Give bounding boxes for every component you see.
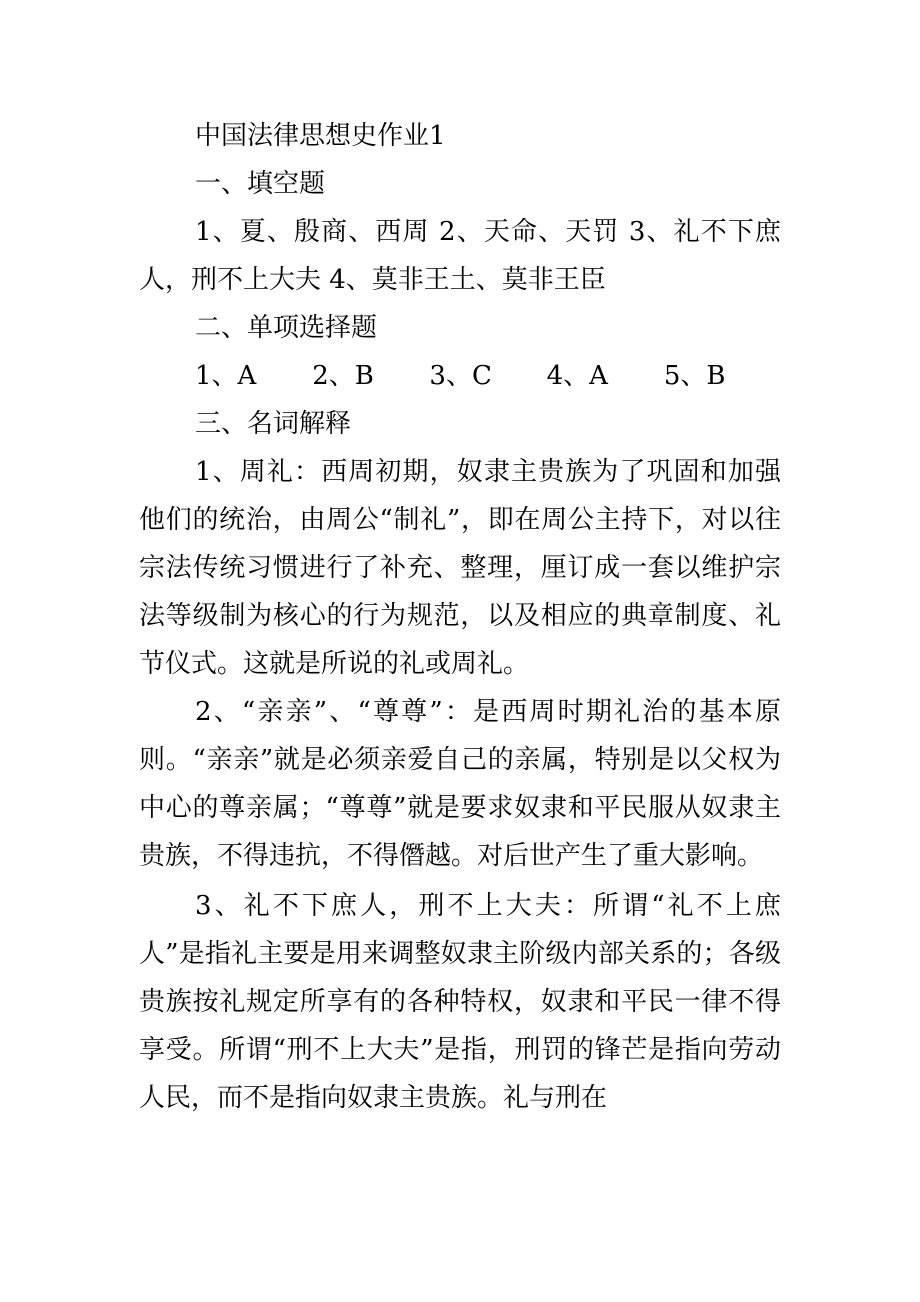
section-heading-fill-blank: 一、填空题 [195, 169, 326, 199]
term-explanation-item-3: 3、礼不下庶人，刑不上大夫：所谓“礼不上庶人”是指礼主要是用来调整奴隶主阶级内部关系的；各级贵族按礼规定所享有的各种特权，奴隶和平民一律不得享受。所谓“刑不上大夫”是指，刑罚的锋芒是指向劳动人民，而不是指向奴隶主贵族。礼与刑在 [139, 891, 781, 1113]
section-heading-term-explanation: 三、名词解释 [195, 409, 352, 439]
document-body [139, 112, 781, 1122]
section-heading-single-choice: 二、单项选择题 [195, 313, 378, 343]
choice-answer-3: 3、C [429, 361, 492, 391]
choice-answer-1: 1、A [195, 361, 257, 391]
document-title: 中国法律思想史作业1 [195, 121, 446, 151]
single-choice-answers [139, 352, 781, 400]
fill-blank-answers: 1、夏、殷商、西周 2、天命、天罚 3、礼不下庶人，刑不上大夫 4、莫非王土、莫非王臣 [139, 217, 781, 295]
term-explanation-item-2: 2、“亲亲”、“尊尊”：是西周时期礼治的基本原则。“亲亲”就是必须亲爱自己的亲属，特别是以父权为中心的尊亲属；“尊尊”就是要求奴隶和平民服从奴隶主贵族，不得违抗，不得僭越。对后世产生了重大影响。 [139, 697, 781, 871]
choice-answer-5: 5、B [663, 361, 726, 391]
term-explanation-item-1: 1、周礼：西周初期，奴隶主贵族为了巩固和加强他们的统治，由周公“制礼”，即在周公主持下，对以往宗法传统习惯进行了补充、整理，厘订成一套以维护宗法等级制为核心的行为规范，以及相应的典章制度、礼节仪式。这就是所说的礼或周礼。 [139, 457, 781, 679]
choice-answer-2: 2、B [312, 361, 374, 391]
choice-answer-4: 4、A [546, 361, 608, 391]
